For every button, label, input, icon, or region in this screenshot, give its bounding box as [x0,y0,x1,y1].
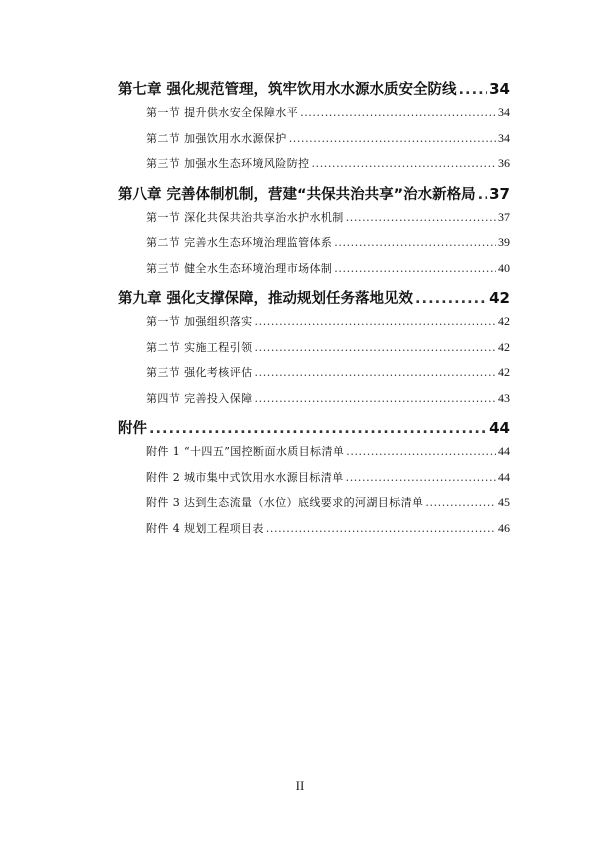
toc-entry-title: 第三节 强化考核评估 [146,366,253,379]
dot-leader [346,211,496,224]
toc-entry-title: 第一节 加强组织落实 [146,315,253,328]
toc-entry-page: 39 [498,235,510,249]
toc-section-7-3[interactable] [118,155,510,181]
toc-entry-title: 第一节 深化共保共治共享治水护水机制 [146,210,344,224]
toc-entry-title: 第三节 加强水生态环境风险防控 [146,157,310,170]
toc-appendix[interactable] [118,417,510,443]
toc-chapter-9[interactable] [118,287,510,313]
toc-entry-page: 44 [498,444,510,458]
toc-section-9-4[interactable] [118,390,510,416]
toc-entry-title: 第八章 完善体制机制，营建“共保共治共享”治水新格局 [118,186,476,203]
toc-entry-page: 34 [489,80,510,98]
dot-leader [149,421,487,437]
toc-section-7-1[interactable] [118,104,510,130]
dot-leader [255,341,497,354]
dot-leader [255,315,497,328]
dot-leader [425,496,496,509]
toc-entry-title: 第九章 强化支撑保障，推动规划任务落地见效 [118,291,414,307]
toc-appendix-1[interactable] [118,443,510,469]
toc-entry-page: 34 [498,130,510,145]
toc-entry-page: 42 [498,314,510,328]
toc-entry-title: 附件 2 城市集中式饮用水水源目标清单 [146,470,344,484]
toc-entry-page: 44 [489,419,510,437]
toc-entry-page: 44 [498,469,510,484]
toc-entry-title: 附件 4 规划工程项目表 [146,521,264,535]
dot-leader [289,132,496,145]
dot-leader [255,366,497,379]
dot-leader [255,392,497,405]
toc-entry-title: 第二节 加强饮用水水源保护 [146,131,287,145]
toc-entry-page: 37 [498,209,510,224]
dot-leader [459,82,488,98]
dot-leader [478,187,488,203]
toc-appendix-2[interactable] [118,469,510,495]
dot-leader [346,445,496,458]
toc-entry-page: 42 [498,365,510,379]
page-number: II [295,778,305,793]
dot-leader [266,522,496,535]
dot-leader [300,106,496,119]
toc-section-7-2[interactable] [118,130,510,156]
toc-entry-title: 第一节 提升供水安全保障水平 [146,106,299,119]
toc-section-8-1[interactable] [118,209,510,235]
dot-leader [346,471,496,484]
dot-leader [415,291,487,307]
toc-entry-title: 附件 3 达到生态流量（水位）底线要求的河湖目标清单 [146,496,424,509]
toc-entry-title: 附件 [118,421,147,437]
toc-chapter-7[interactable] [118,78,510,104]
toc-entry-page: 36 [498,156,510,170]
toc-section-9-2[interactable] [118,339,510,365]
dot-leader [334,262,496,275]
toc-entry-title: 第四节 完善投入保障 [146,391,253,405]
toc-entry-page: 42 [489,289,510,307]
dot-leader [334,236,496,249]
toc-entry-page: 34 [498,105,510,119]
toc-appendix-4[interactable] [118,520,510,546]
toc-entry-title: 第二节 完善水生态环境治理监管体系 [146,236,333,249]
dot-leader [312,157,497,170]
toc-section-8-2[interactable] [118,234,510,260]
toc-entry-page: 42 [498,339,510,354]
toc-entry-page: 37 [489,184,510,203]
table-of-contents [118,76,510,545]
toc-entry-page: 46 [498,520,510,535]
toc-appendix-3[interactable] [118,494,510,520]
toc-entry-title: 附件 1 “十四五”国控断面水质目标清单 [146,445,345,458]
toc-chapter-8[interactable] [118,183,510,209]
toc-entry-page: 40 [498,260,510,275]
toc-section-9-1[interactable] [118,313,510,339]
toc-entry-title: 第三节 健全水生态环境治理市场体制 [146,261,333,275]
toc-entry-page: 45 [498,495,510,509]
toc-entry-page: 43 [498,390,510,405]
toc-entry-title: 第二节 实施工程引领 [146,340,253,354]
toc-section-9-3[interactable] [118,364,510,390]
toc-section-8-3[interactable] [118,260,510,286]
toc-entry-title: 第七章 强化规范管理，筑牢饮用水水源水质安全防线 [118,82,457,98]
